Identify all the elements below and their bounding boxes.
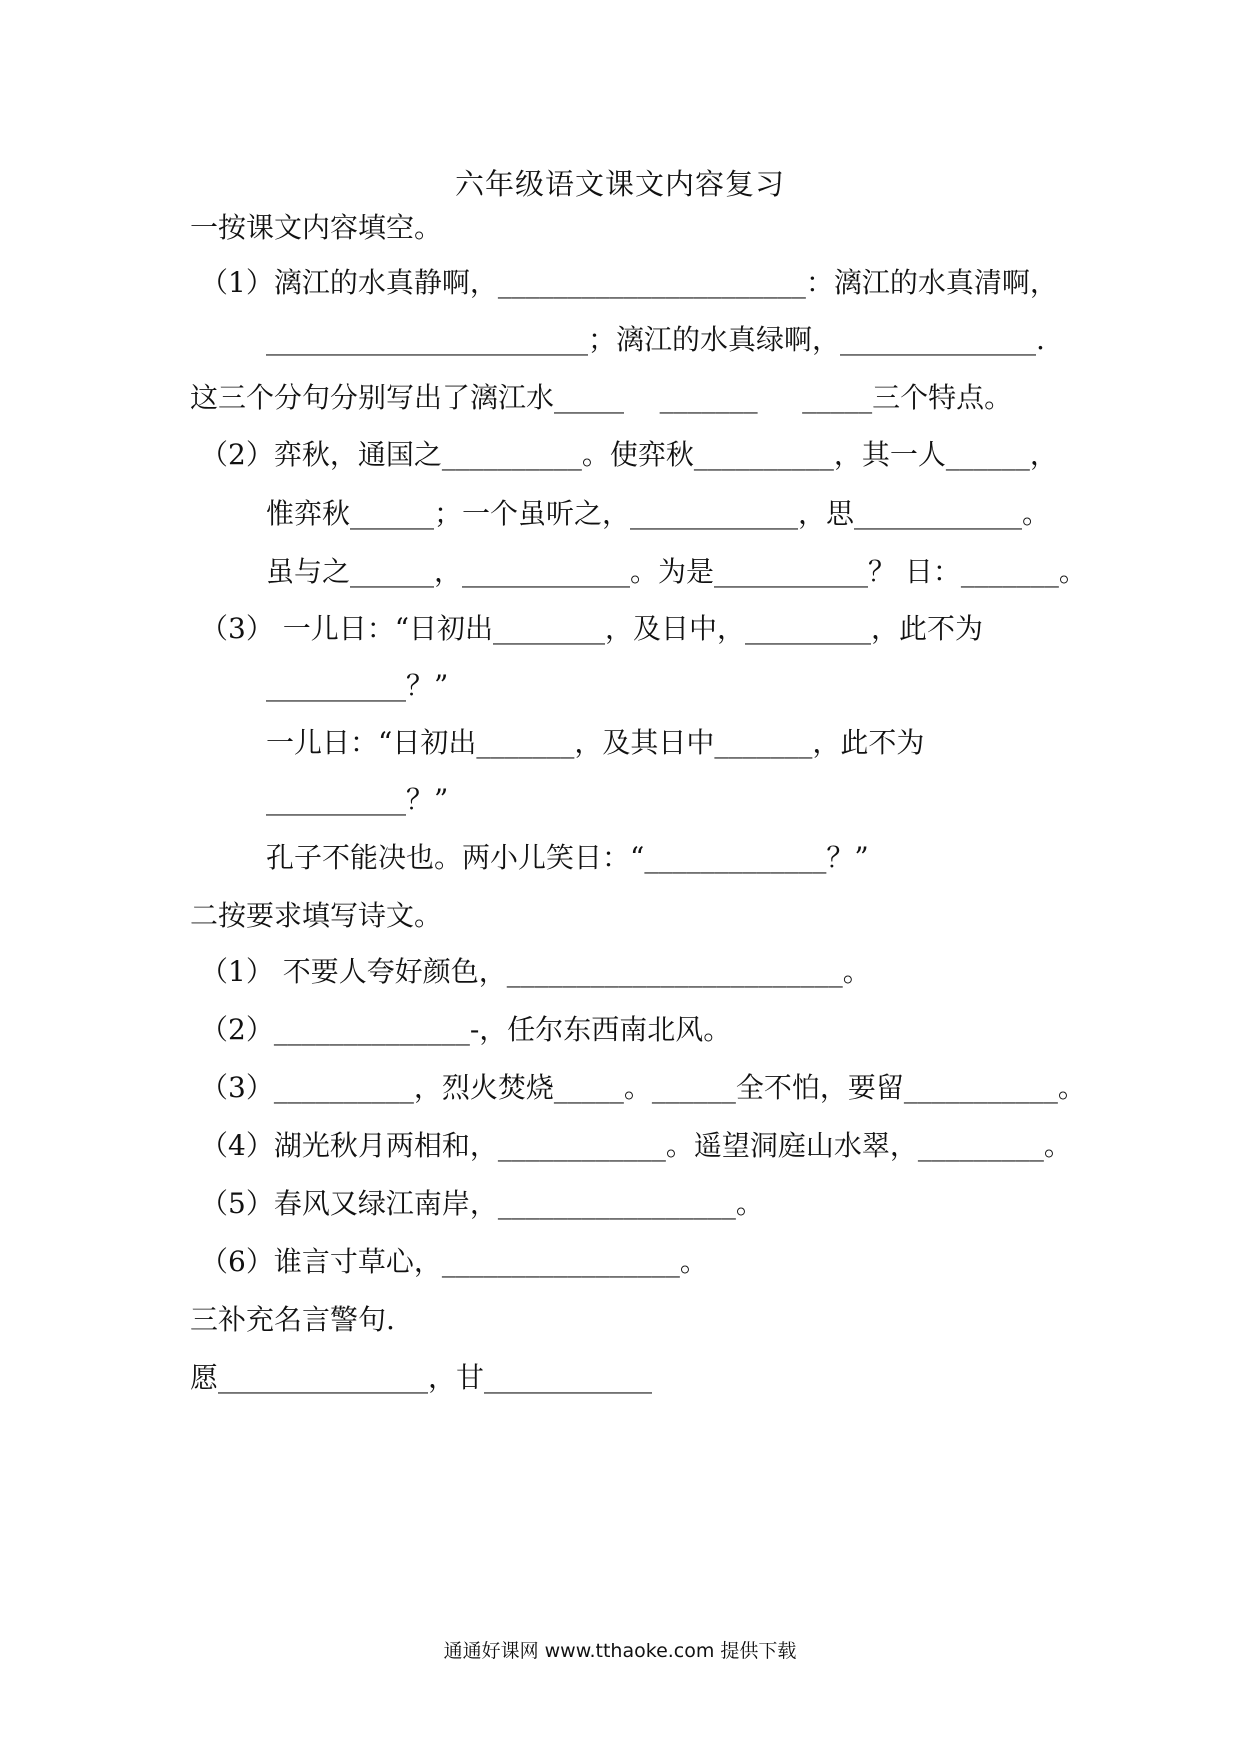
poem-item-3: （3）__________，烈火焚烧_____。______全不怕，要留___________。	[200, 1071, 1086, 1104]
question-1-line-1: （1）漓江的水真静啊，______________________：漓江的水真清啊，	[200, 266, 1058, 299]
question-1-line-2: _______________________；漓江的水真绿啊，______________.	[266, 323, 1045, 356]
page-title: 六年级语文课文内容复习	[454, 167, 785, 201]
question-1-line-3: 这三个分句分别写出了漓江水_____ _______ _____三个特点。	[190, 381, 1013, 414]
question-3-line-2: __________？”	[266, 669, 449, 702]
poem-item-6: （6）谁言寸草心，_________________。	[200, 1245, 708, 1278]
question-3-line-1: （3） 一儿日：“日初出________，及日中，_________，此不为	[200, 612, 984, 645]
section-3-heading: 三补充名言警句.	[190, 1303, 395, 1336]
question-3-line-4: __________？”	[266, 783, 449, 816]
page-footer: 通通好课网 www.tthaoke.com 提供下载	[443, 1640, 797, 1662]
section-2-heading: 二按要求填写诗文。	[190, 899, 443, 932]
section-1-heading: 一按课文内容填空。	[190, 211, 443, 244]
question-2-line-2: 惟弈秋______；一个虽听之，____________，思____________。	[266, 497, 1051, 530]
question-3-line-3: 一儿日：“日初出_______，及其日中_______，此不为	[266, 726, 925, 759]
poem-item-5: （5）春风又绿江南岸，_________________。	[200, 1187, 764, 1220]
poem-item-4: （4）湖光秋月两相和，____________。遥望洞庭山水翠，_________。	[200, 1129, 1072, 1162]
question-2-line-1: （2）弈秋，通国之__________。使弈秋__________，其一人______，	[200, 438, 1058, 471]
proverb-item-1: 愿_______________，甘____________	[190, 1361, 653, 1394]
poem-item-1: （1） 不要人夸好颜色，________________________。	[200, 955, 871, 988]
question-3-line-5: 孔子不能决也。两小儿笑日：“_____________？”	[266, 841, 869, 874]
poem-item-2: （2）______________-，任尔东西南北风。	[200, 1013, 732, 1046]
question-2-line-3: 虽与之______，____________。为是___________？ 日：_______。	[266, 555, 1087, 588]
